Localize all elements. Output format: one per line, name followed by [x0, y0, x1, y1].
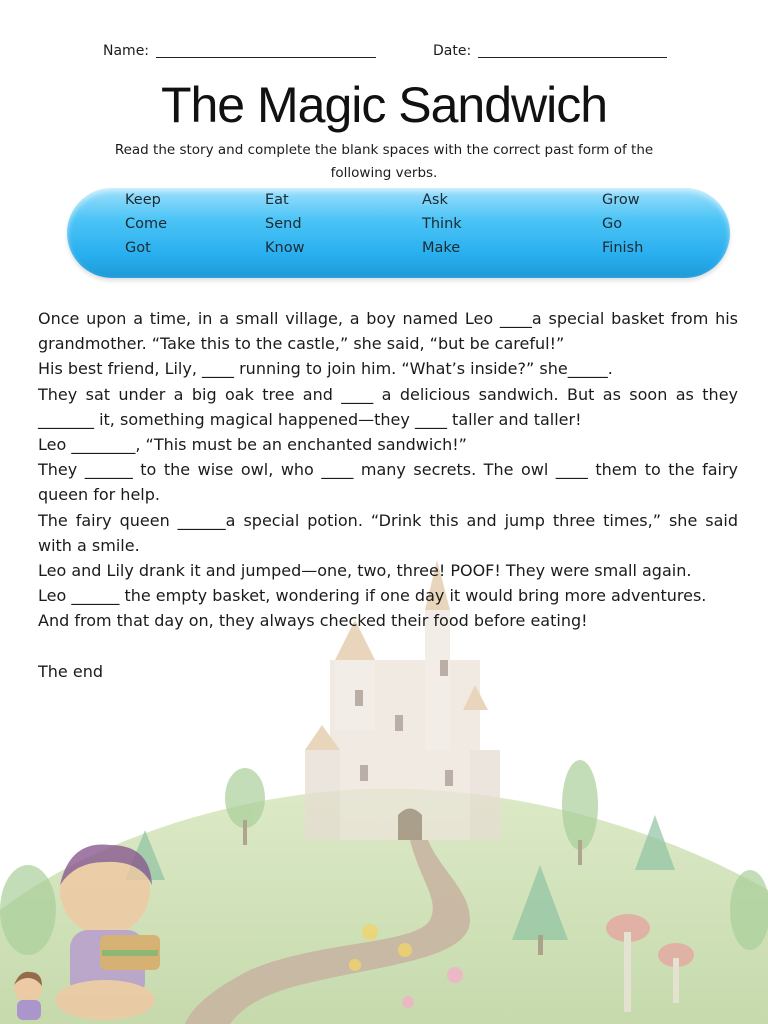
small-child-icon — [14, 972, 42, 1020]
story-paragraph: They sat under a big oak tree and ____ a delicious sandwich. But as soon as they _______ it, something magical happened—they ____ taller and taller! — [38, 384, 738, 429]
verb-column-1 — [125, 188, 167, 260]
name-label: Name: — [103, 43, 150, 59]
verb-item: Make — [422, 240, 461, 256]
verb-item: Grow — [602, 192, 640, 208]
verb-item: Come — [125, 216, 168, 232]
verb-item: Keep — [125, 192, 161, 208]
date-label: Date: — [433, 43, 472, 59]
story-ending: The end — [38, 661, 103, 681]
story-paragraph: Once upon a time, in a small village, a boy named Leo ____a special basket from his grandmother. “Take this to the castle,” she said, “but be careful!” — [38, 309, 738, 354]
verb-item: Ask — [422, 192, 448, 208]
verb-column-2 — [265, 188, 304, 260]
verb-item: Think — [422, 216, 462, 232]
verb-item: Finish — [602, 240, 644, 256]
header-fields — [0, 43, 768, 65]
verb-column-4 — [602, 188, 643, 260]
verb-item: Send — [265, 216, 302, 232]
verb-item: Know — [265, 240, 305, 256]
name-field[interactable] — [156, 57, 376, 58]
story-paragraph: Leo ________, “This must be an enchanted sandwich!” — [38, 435, 467, 455]
story-paragraph: His best friend, Lily, ____ running to join him. “What’s inside?” she_____. — [38, 359, 613, 379]
verb-bank — [67, 188, 730, 278]
spacer — [38, 634, 738, 659]
story-paragraph: The fairy queen ______a special potion. “Drink this and jump three times,” she said with a smile. — [38, 510, 738, 555]
verb-column-3 — [422, 188, 462, 260]
verb-item: Go — [602, 216, 623, 232]
story-paragraph: Leo and Lily drank it and jumped—one, two, three! POOF! They were small again. — [38, 561, 692, 581]
verb-item: Eat — [265, 192, 289, 208]
story-paragraph: They ______ to the wise owl, who ____ many secrets. The owl ____ them to the fairy queen for help. — [38, 460, 738, 505]
page-title: The Magic Sandwich — [160, 77, 608, 133]
story-text — [38, 306, 738, 684]
date-field[interactable] — [478, 57, 667, 58]
verb-item: Got — [125, 240, 151, 256]
story-paragraph: And from that day on, they always checked their food before eating! — [38, 611, 588, 631]
story-paragraph: Leo ______ the empty basket, wondering if one day it would bring more adventures. — [38, 586, 707, 606]
instructions: Read the story and complete the blank spaces with the correct past form of the following verbs. — [114, 142, 654, 181]
